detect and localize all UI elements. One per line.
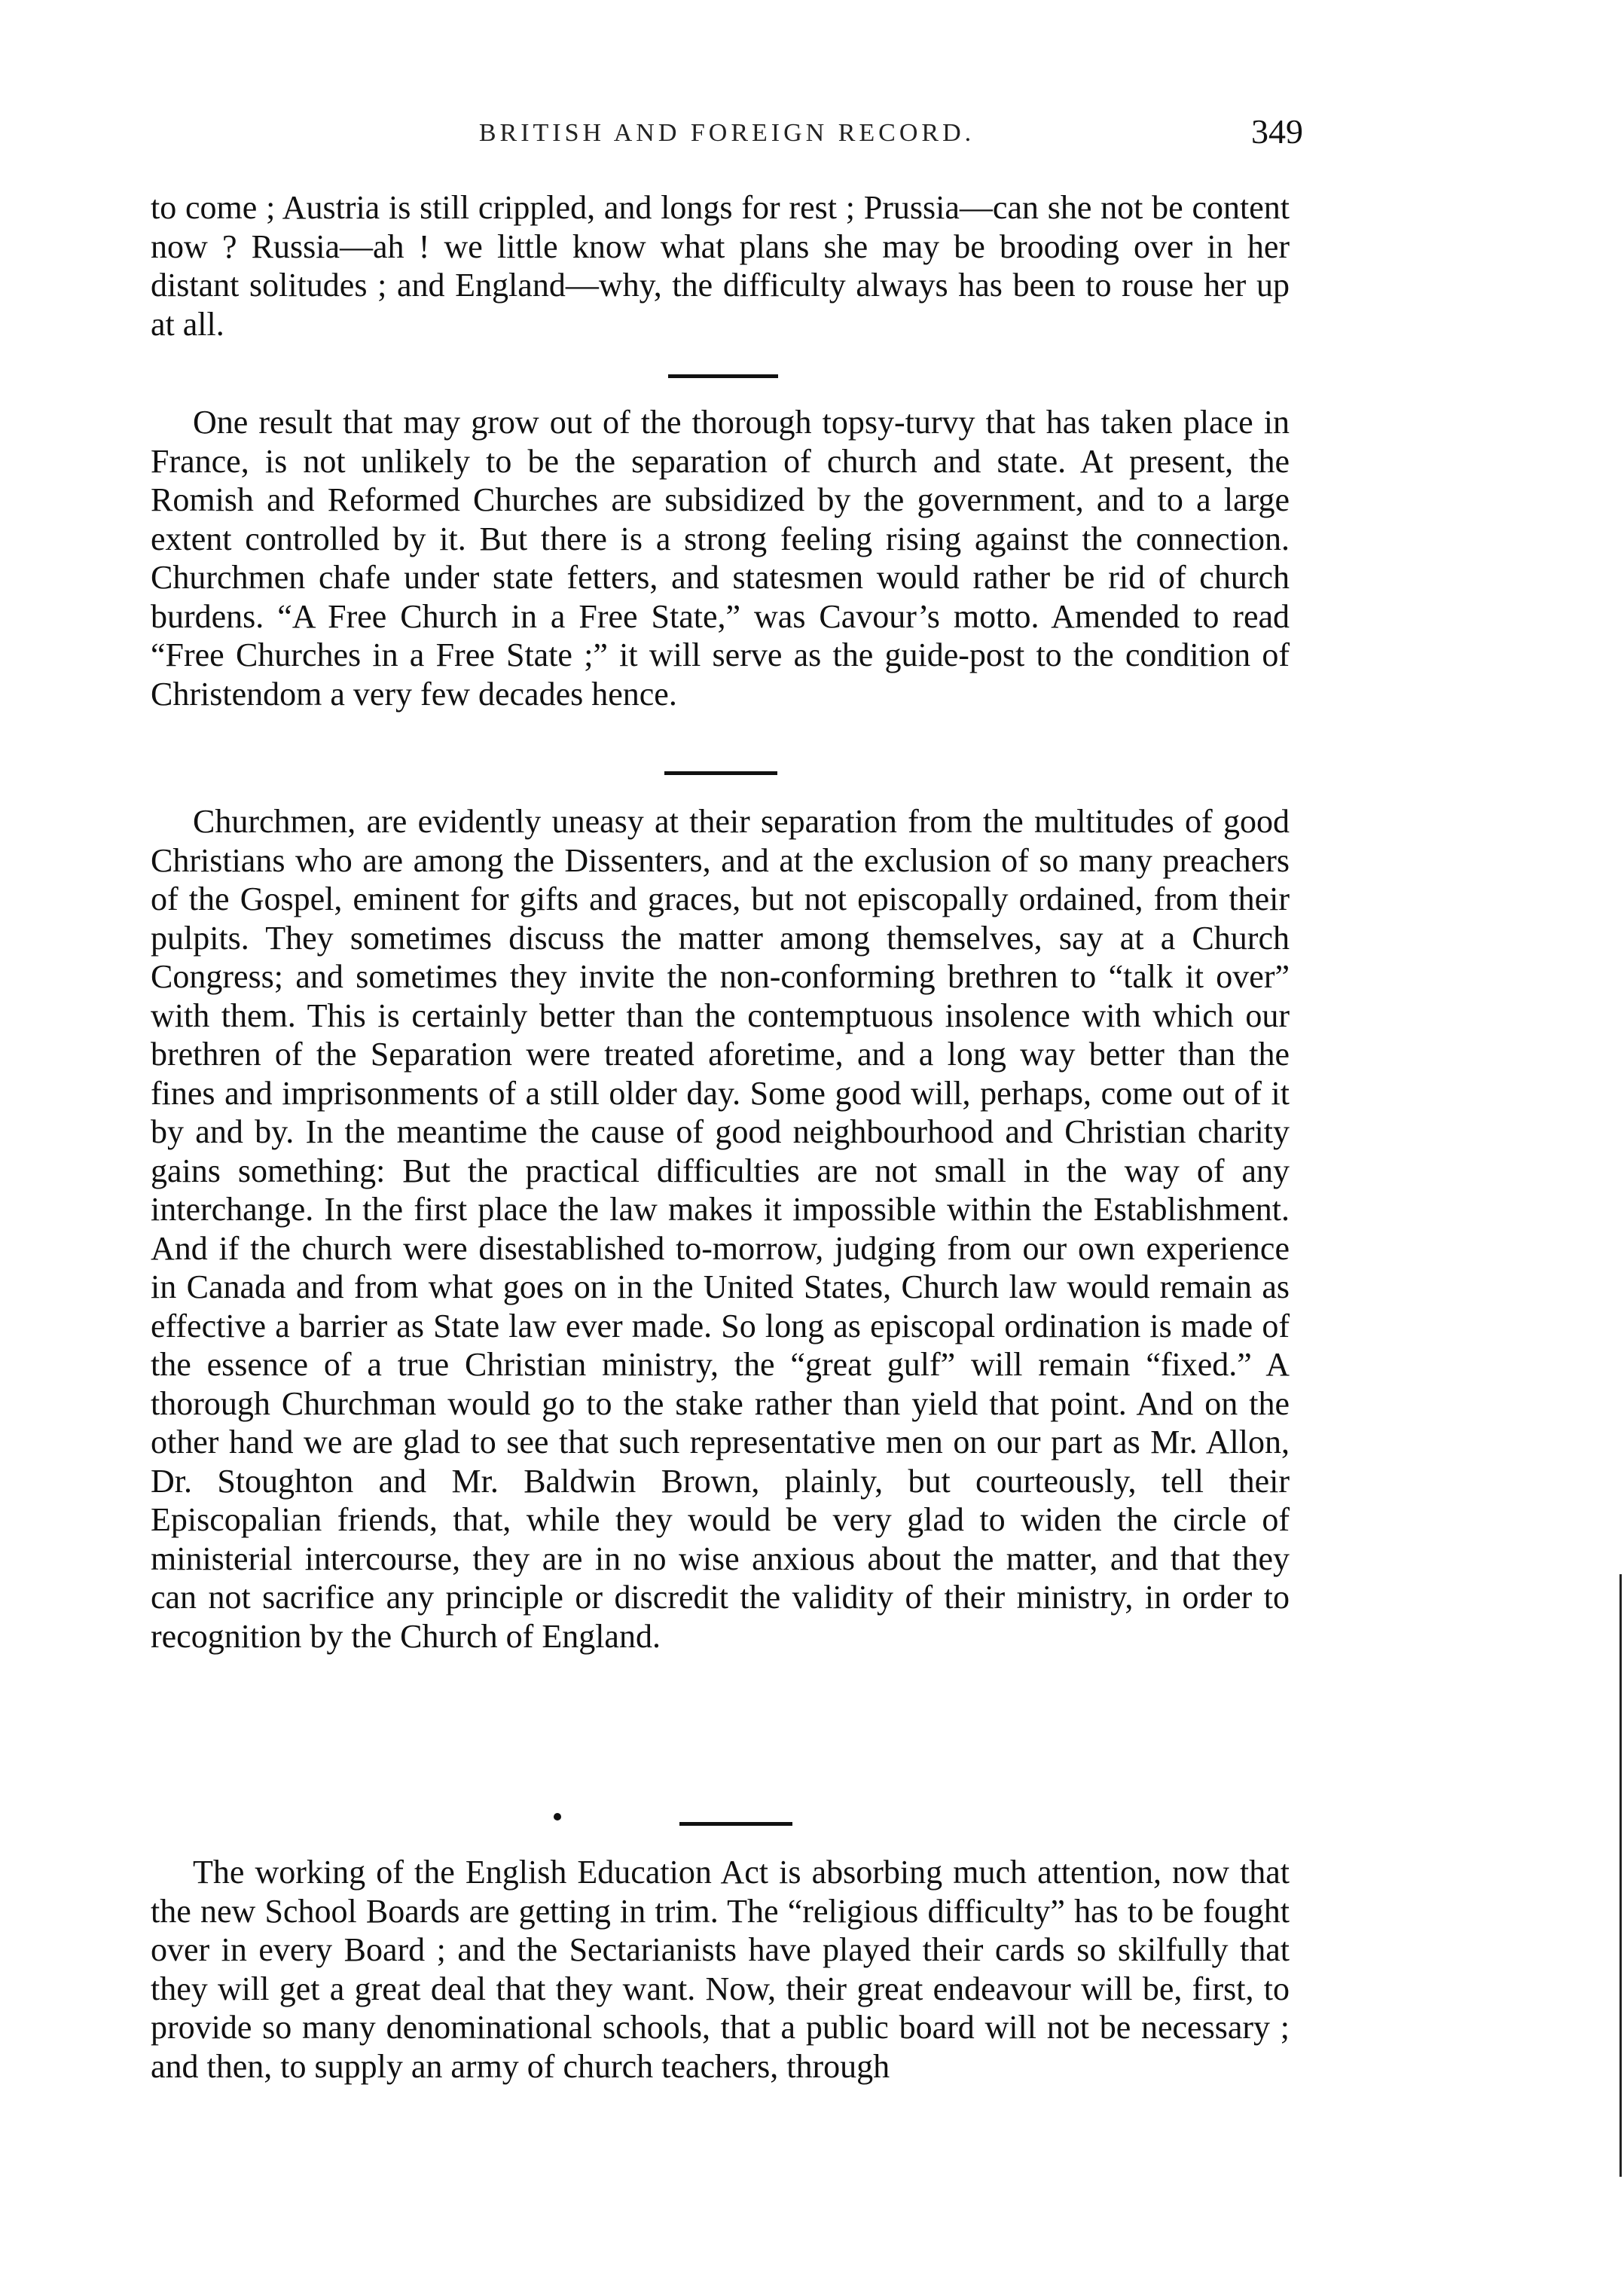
section-divider xyxy=(664,771,777,775)
section-divider xyxy=(679,1822,792,1826)
scan-edge-line xyxy=(1619,1574,1622,2177)
paragraph-text: Churchmen, are evidently uneasy at their separation from the multitudes of good Christians who are among the Dissenters, and at the exclusion of so many preachers of the Gospel, eminent for gifts and graces, but not episcopally ordained, from their pulpits. They sometimes discuss the matter among themselves, say at a Church Congress; and sometimes they invite the non-conforming brethren to “talk it over” with them. This is certainly better than the contemptuous insolence with which our brethren of the Separation were treated aforetime, and a long way better than the fines and imprisonments of a still older day. Some good will, perhaps, come out of it by and by. In the meantime the cause of good neighbourhood and Christian charity gains something: But the practical difficulties are not small in the way of any interchange. In the first place the law makes it impossible within the Establishment. And if the church were disestablished to-morrow, judging from our own experience in Canada and from what goes on in the United States, Church law would remain as effective a barrier as State law ever made. So long as episcopal ordination is made of the essence of a true Christian ministry, the “great gulf” will remain “fixed.” A thorough Churchman would go to the stake rather than yield that point. And on the other hand we are glad to see that such representative men on our part as Mr. Allon, Dr. Stoughton and Mr. Baldwin Brown, plainly, but courteously, tell their Episcopalian friends, that, while they would be very glad to widen the circle of ministerial intercourse, they are in no wise anxious about the matter, and that they can not sacrifice any principle or discredit the validity of their ministry, in order to recognition by the Church of England. xyxy=(151,803,1290,1655)
page-header xyxy=(151,111,1303,157)
paragraph-text: to come ; Austria is still crippled, and longs for rest ; Prussia—can she not be content now ? Russia—ah ! we little know what plans she may be brooding over in her distant solitudes ; and England—why, the difficulty always has been to rouse her up at all. xyxy=(151,189,1290,343)
section-divider xyxy=(668,374,778,378)
paragraph-text: The working of the English Education Act is absorbing much attention, now that the new School Boards are getting in trim. The “religious difficulty” has to be fought over in every Board ; and the Sectarianists have played their cards so skilfully that they will get a great deal that they want. Now, their great endeavour will be, first, to provide so many denominational schools, that a public board will not be necessary ; and then, to supply an army of church teachers, through xyxy=(151,1854,1290,2085)
paragraph-continuation xyxy=(151,188,1290,343)
ink-mark xyxy=(554,1813,561,1821)
paragraph-education-act xyxy=(151,1853,1290,2086)
page-number: 349 xyxy=(1251,112,1303,151)
paragraph-churchmen-dissenters xyxy=(151,802,1290,1656)
paragraph-text: One result that may grow out of the thorough topsy-turvy that has taken place in France, is not unlikely to be the separation of church and state. At present, the Romish and Reformed Churches are subsidized by the government, and to a large extent controlled by it. But there is a strong feeling rising against the connection. Churchmen chafe under state fetters, and statesmen would rather be rid of church burdens. “A Free Church in a Free State,” was Cavour’s motto. Amended to read “Free Churches in a Free State ;” it will serve as the guide-post to the condition of Christendom a very few decades hence. xyxy=(151,404,1290,713)
running-title: BRITISH AND FOREIGN RECORD. xyxy=(478,119,975,147)
paragraph-separation-church-state xyxy=(151,403,1290,713)
